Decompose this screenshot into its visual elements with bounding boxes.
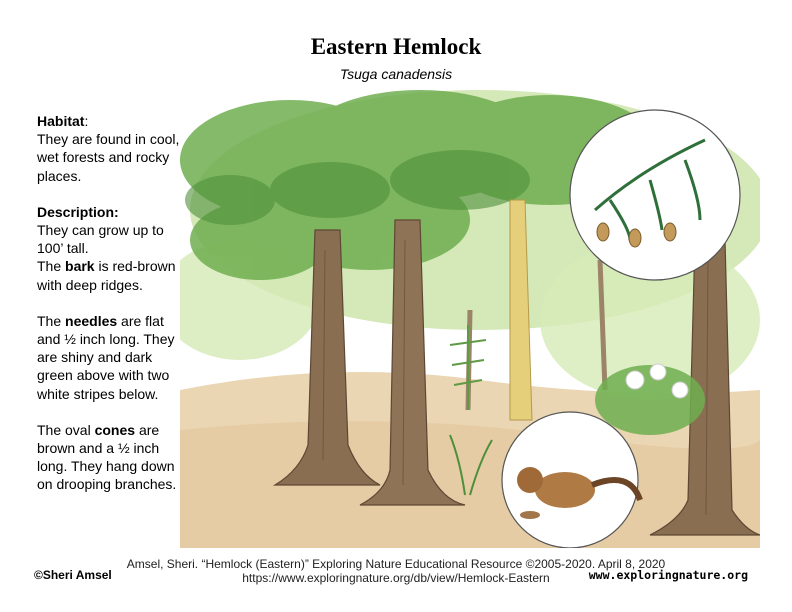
bark-pre: The	[37, 258, 66, 275]
chipmunk-inset	[502, 412, 640, 548]
scientific-name: Tsuga canadensis	[339, 66, 453, 82]
bark-text: is red-brown with deep ridges.	[37, 258, 176, 293]
copyright: ©Sheri Amsel	[34, 568, 112, 582]
habitat-text: They are found in cool, wet forests and rocky places.	[37, 131, 180, 184]
cones-pre: The oval	[37, 421, 95, 438]
citation-url: https://www.exploringnature.org/db/view/Hemlock-Eastern	[242, 571, 550, 585]
needles-keyword: needles	[65, 312, 118, 329]
cones-text: are brown and a ½ inch long. They hang down on drooping branches.	[37, 421, 177, 493]
habitat-heading: Habitat	[37, 113, 85, 129]
needles-section	[37, 312, 187, 403]
needles-pre: The	[37, 312, 66, 329]
info-column	[37, 112, 187, 512]
description-heading: Description:	[37, 203, 119, 220]
needles-text: are flat and ½ inch long. They are shiny and dark green above with two white stripes below.	[37, 312, 175, 402]
website: www.exploringnature.org	[588, 568, 748, 582]
habitat-colon: :	[84, 113, 89, 129]
bark-keyword: bark	[65, 258, 95, 275]
height-text: They can grow up to 100’ tall.	[37, 222, 164, 257]
cones-section	[37, 421, 187, 494]
cones-keyword: cones	[94, 421, 136, 438]
forest-illustration	[180, 90, 760, 548]
needles-inset	[570, 110, 740, 280]
page-title: Eastern Hemlock	[310, 34, 482, 59]
description-section	[37, 203, 187, 294]
citation-line-1: Amsel, Sheri. “Hemlock (Eastern)” Exploring Nature Educational Resource ©2005-2020. April 8, 2020	[126, 557, 666, 571]
habitat-section	[37, 112, 187, 185]
